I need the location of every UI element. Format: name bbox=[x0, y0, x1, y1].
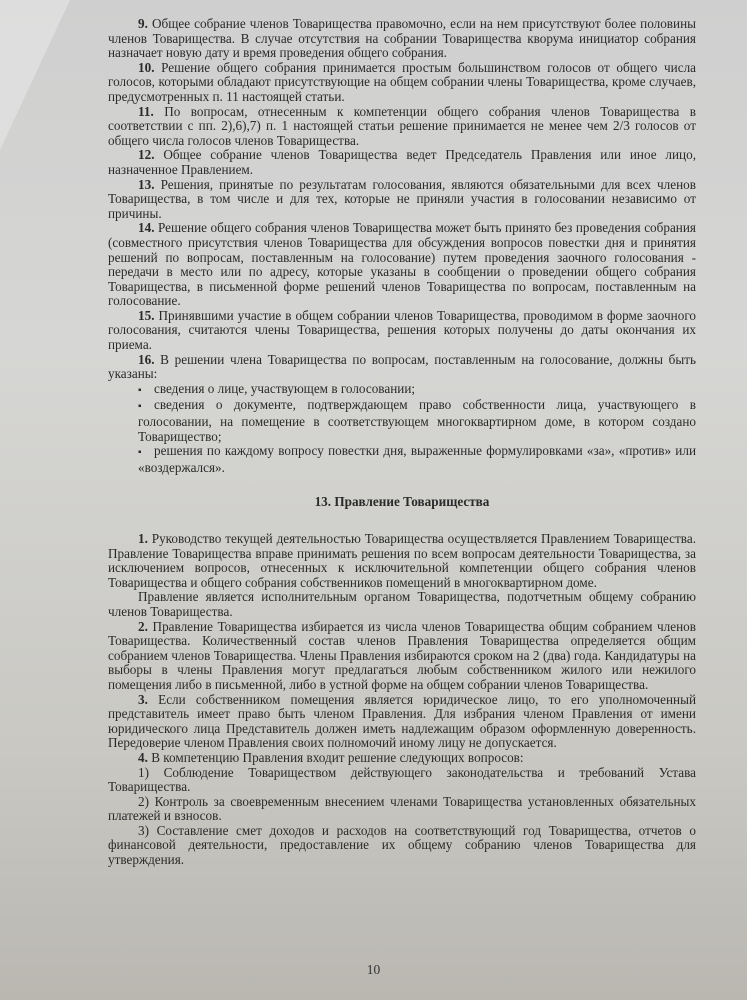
s13-subitem-1: 1) Соблюдение Товариществом действующего законодательства и требований Устава Товарищества. bbox=[108, 764, 696, 795]
bullet-icon: ▪ bbox=[138, 447, 142, 459]
s13-clause-1-continued: Правление является исполнительным органом Товарищества, подотчетным общему собранию членов Товарищества. bbox=[108, 589, 696, 619]
s13-clause-1: 1. Руководство текущей деятельностью Товарищества осуществляется Правлением Товарищества. Правление Товарищества вправе принимать решения по всем вопросам деятельности Товарищества, за исключением вопросов, отнесенных к исключительной компетенции общего собрания членов Товарищества и общего собрания собственников помещений в многоквартирном доме. bbox=[108, 531, 696, 590]
clause-16: 16. В решении члена Товарищества по вопросам, поставленным на голосование, должны быть указаны: bbox=[108, 351, 696, 382]
bullet-item: ▪ сведения о документе, подтверждающем право собственности лица, участвующего в голосовании, на помещение в соответствующем многоквартирном доме, в котором создано Товарищество; bbox=[138, 397, 696, 444]
bullet-icon: ▪ bbox=[138, 384, 142, 396]
s13-clause-2: 2. Правление Товарищества избирается из числа членов Товарищества общим собранием членов Товарищества. Количественный состав членов Правления Товарищества определяется общим собранием членов Товарищества. Члены Правления избираются сроком на 2 (два) года. Кандидатуры на выборы в члены Правления могут предлагаться любым собственником жилого или нежилого помещения либо в письменной, либо в устной форме на общем собрании членов Товарищества. bbox=[108, 618, 696, 692]
s13-subitem-2: 2) Контроль за своевременным внесением членами Товарищества установленных обязательных платежей и взносов. bbox=[108, 793, 696, 824]
bullet-icon: ▪ bbox=[138, 401, 142, 413]
section-heading: 13. Правление Товарищества bbox=[314, 494, 490, 510]
clause-10: 10. Решение общего собрания принимается простым большинством голосов от общего числа голосов, которыми обладают присутствующие на общем собрании члены Товарищества, кроме случаев, предусмотренных п. 11 настоящей статьи. bbox=[108, 59, 697, 104]
clause-13: 13. Решения, принятые по результатам голосования, являются обязательными для всех членов Товарищества, в том числе и для тех, которые не приняли участия в голосовании независимо от причины. bbox=[108, 176, 696, 221]
clause-12: 12. Общее собрание членов Товарищества ведет Председатель Правления или иное лицо, назначенное Правлением. bbox=[108, 147, 696, 177]
clause-9: 9. Общее собрание членов Товарищества правомочно, если на нем присутствуют более половины членов Товарищества. В случае отсутствия на собрании Товарищества кворума инициатор собрания назначает новую дату и время проведения общего собрания. bbox=[108, 16, 696, 61]
bullet-item: ▪ сведения о лице, участвующем в голосовании; bbox=[108, 382, 696, 399]
s13-clause-4: 4. В компетенцию Правления входит решение следующих вопросов: bbox=[138, 749, 524, 765]
clause-15: 15. Принявшими участие в общем собрании членов Товарищества, проводимом в форме заочного голосования, считаются члены Товарищества, решения которых получены до даты окончания их приема. bbox=[108, 307, 696, 353]
document-body bbox=[108, 17, 696, 868]
clause-11: 11. По вопросам, отнесенным к компетенции общего собрания членов Товарищества в соответствии с пп. 2),6),7) п. 1 настоящей статьи решение принимается не менее чем 2/3 голосов от общего числа голосов членов Товарищества. bbox=[108, 103, 696, 148]
page-number: 10 bbox=[366, 962, 381, 977]
clause-14: 14. Решение общего собрания членов Товарищества может быть принято без проведения собрания (совместного присутствия членов Товарищества для обсуждения вопросов повестки дня и принятия решений по вопросам, поставленным на голосование) путем проведения заочного голосования - передачи в место или по адресу, которые указаны в сообщении о проведении общего собрания Товарищества, в письменной форме решений членов Товарищества по вопросам, поставленным на голосование. bbox=[108, 220, 696, 309]
s13-clause-3: 3. Если собственником помещения является юридическое лицо, то его уполномоченный представитель имеет право быть членом Правления. Для избрания членом Правления от имени юридического лица Представитель должен иметь надлежащим образом оформленную доверенность. Передоверие членом Правления своих полномочий иному лицу не допускается. bbox=[108, 691, 696, 751]
s13-subitem-3: 3) Составление смет доходов и расходов на соответствующий год Товарищества, отчетов о финансовой деятельности, предоставление их общему собранию членов Товарищества для утверждения. bbox=[108, 822, 696, 868]
folded-corner bbox=[0, 0, 70, 150]
bullet-item: ▪ решения по каждому вопросу повестки дня, выраженные формулировками «за», «против» или «воздержался». bbox=[138, 443, 696, 475]
